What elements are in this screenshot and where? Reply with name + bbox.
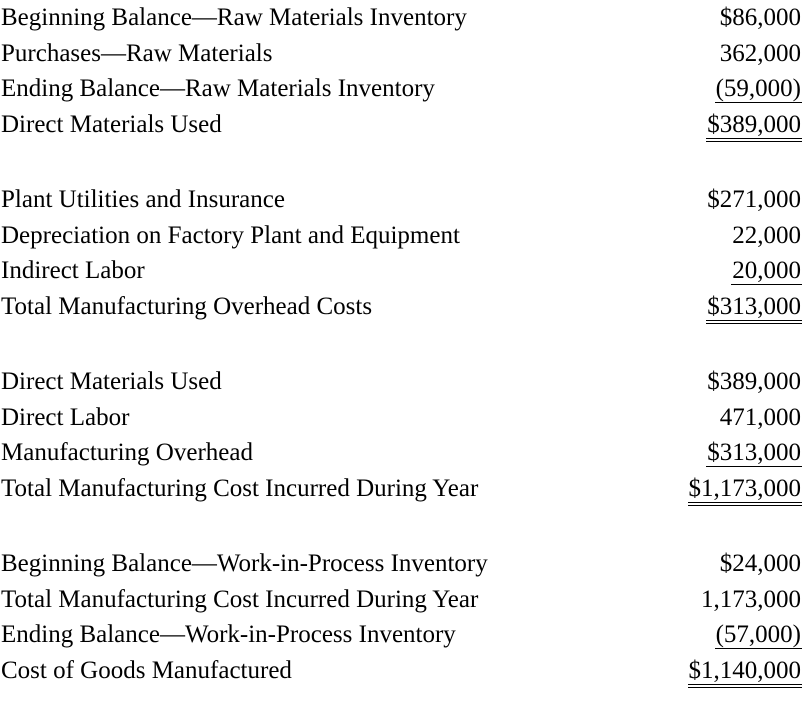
section-total-manufacturing-cost [0, 364, 804, 506]
row-amount: 1,173,000 [701, 585, 801, 613]
schedule-row [0, 253, 804, 289]
schedule-row [0, 435, 804, 471]
schedule-row [0, 582, 804, 618]
schedule-total-row [0, 653, 804, 689]
schedule-row [0, 0, 804, 36]
row-label: Indirect Labor [1, 257, 145, 284]
row-label: Beginning Balance—Raw Materials Inventory [1, 4, 467, 31]
schedule-row [0, 182, 804, 218]
row-amount: (57,000) [715, 621, 801, 648]
row-label: Ending Balance—Raw Materials Inventory [1, 75, 435, 102]
schedule-total-row [0, 107, 804, 143]
row-total-amount: $1,173,000 [688, 471, 803, 507]
row-amount: (59,000) [715, 75, 801, 102]
section-direct-materials [0, 0, 804, 142]
row-amount: $389,000 [707, 368, 801, 395]
row-label: Depreciation on Factory Plant and Equipment [1, 221, 460, 249]
row-amount: $313,000 [707, 439, 801, 466]
section-cost-of-goods-manufactured [0, 546, 804, 688]
row-total-amount: $313,000 [706, 289, 802, 325]
row-total-amount: $1,140,000 [688, 653, 803, 689]
row-amount: $86,000 [719, 4, 801, 31]
row-label: Beginning Balance—Work-in-Process Inventory [1, 550, 488, 577]
row-label: Plant Utilities and Insurance [1, 186, 285, 213]
row-label: Direct Materials Used [1, 110, 222, 138]
row-label: Total Manufacturing Cost Incurred During Year [1, 474, 479, 502]
schedule-row [0, 218, 804, 254]
row-label: Total Manufacturing Cost Incurred During Year [1, 585, 479, 613]
row-label: Cost of Goods Manufactured [1, 656, 292, 684]
row-label: Manufacturing Overhead [1, 439, 253, 466]
row-amount: 20,000 [732, 257, 801, 284]
row-total-amount: $389,000 [706, 107, 802, 143]
schedule-total-row [0, 471, 804, 507]
schedule-row [0, 617, 804, 653]
row-label: Total Manufacturing Overhead Costs [1, 292, 373, 320]
row-amount: $24,000 [719, 550, 801, 577]
row-label: Purchases—Raw Materials [1, 39, 273, 67]
schedule-row [0, 546, 804, 582]
row-label: Ending Balance—Work-in-Process Inventory [1, 621, 456, 648]
row-label: Direct Materials Used [1, 368, 222, 395]
row-label: Direct Labor [1, 403, 130, 431]
row-amount: 362,000 [719, 39, 801, 67]
schedule-total-row [0, 289, 804, 325]
row-amount: 471,000 [719, 403, 801, 431]
schedule-row [0, 71, 804, 107]
schedule-row [0, 400, 804, 436]
row-amount: 22,000 [732, 221, 801, 249]
schedule-row [0, 36, 804, 72]
schedule-row [0, 364, 804, 400]
row-amount: $271,000 [707, 186, 801, 213]
section-manufacturing-overhead [0, 182, 804, 324]
